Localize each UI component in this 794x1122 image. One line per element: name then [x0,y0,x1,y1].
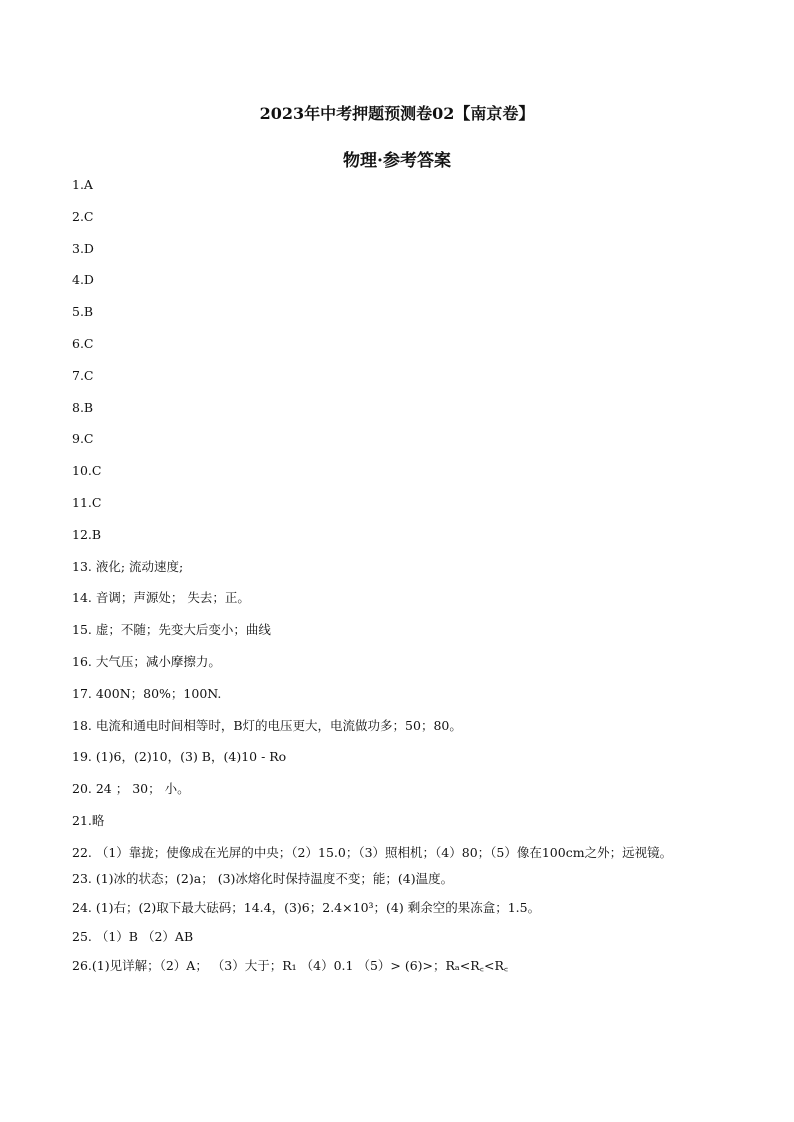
answer-item: 7.C [72,367,94,383]
answer-item: 3.D [72,240,94,256]
answer-item: 19. (1)6，(2)10，(3) B，(4)10 - Ro [72,749,287,765]
answer-item: 4.D [72,272,94,288]
answer-item: 14. 音调；声源处； 失去；正。 [72,590,250,606]
answer-item: 6.C [72,335,94,351]
answer-item: 16. 大气压；减小摩擦力。 [72,653,221,669]
answer-item: 2.C [72,208,94,224]
answer-item: 10.C [72,463,102,479]
answer-item: 15. 虚；不随；先变大后变小；曲线 [72,622,271,638]
answer-item: 1.A [72,177,93,192]
page-subtitle: 物理·参考答案 [343,151,451,171]
answer-item: 5.B [72,304,94,320]
answer-item: 25. （1）B （2）AB [72,928,194,944]
answer-item: 20. 24 ； 30； 小。 [72,781,190,797]
answer-item: 24. (1)右；(2)取下最大砝码；14.4，(3)6；2.4×10³；(4) 剩余空的果冻盒；1.5。 [72,899,541,915]
answer-item: 12.B [72,526,102,542]
answer-item: 17. 400N；80%；100N. [72,685,222,701]
answer-item: 26.(1)见详解；（2）A； （3）大于；R₁ （4）0.1 （5）> (6)>；Rₐ<R꜀<R꜀ [72,957,509,973]
answer-item: 9.C [72,431,94,447]
answer-item: 22. （1）靠拢；使像成在光屏的中央；（2）15.0；（3）照相机；（4）80；（5）像在100cm之外；远视镜。 [72,844,673,860]
answer-item: 23. (1)冰的状态；(2)a； (3)冰熔化时保持温度不变；能；(4)温度。 [72,870,454,886]
page-title: 2023年中考押题预测卷02【南京卷】 [259,104,535,123]
answer-list [72,175,732,985]
answer-item: 21.略 [72,812,105,828]
answer-item: 11.C [72,494,102,510]
answer-item: 8.B [72,399,94,415]
answer-item: 18. 电流和通电时间相等时，B灯的电压更大，电流做功多；50；80。 [72,717,462,733]
answer-item: 13. 液化; 流动速度; [72,558,184,574]
